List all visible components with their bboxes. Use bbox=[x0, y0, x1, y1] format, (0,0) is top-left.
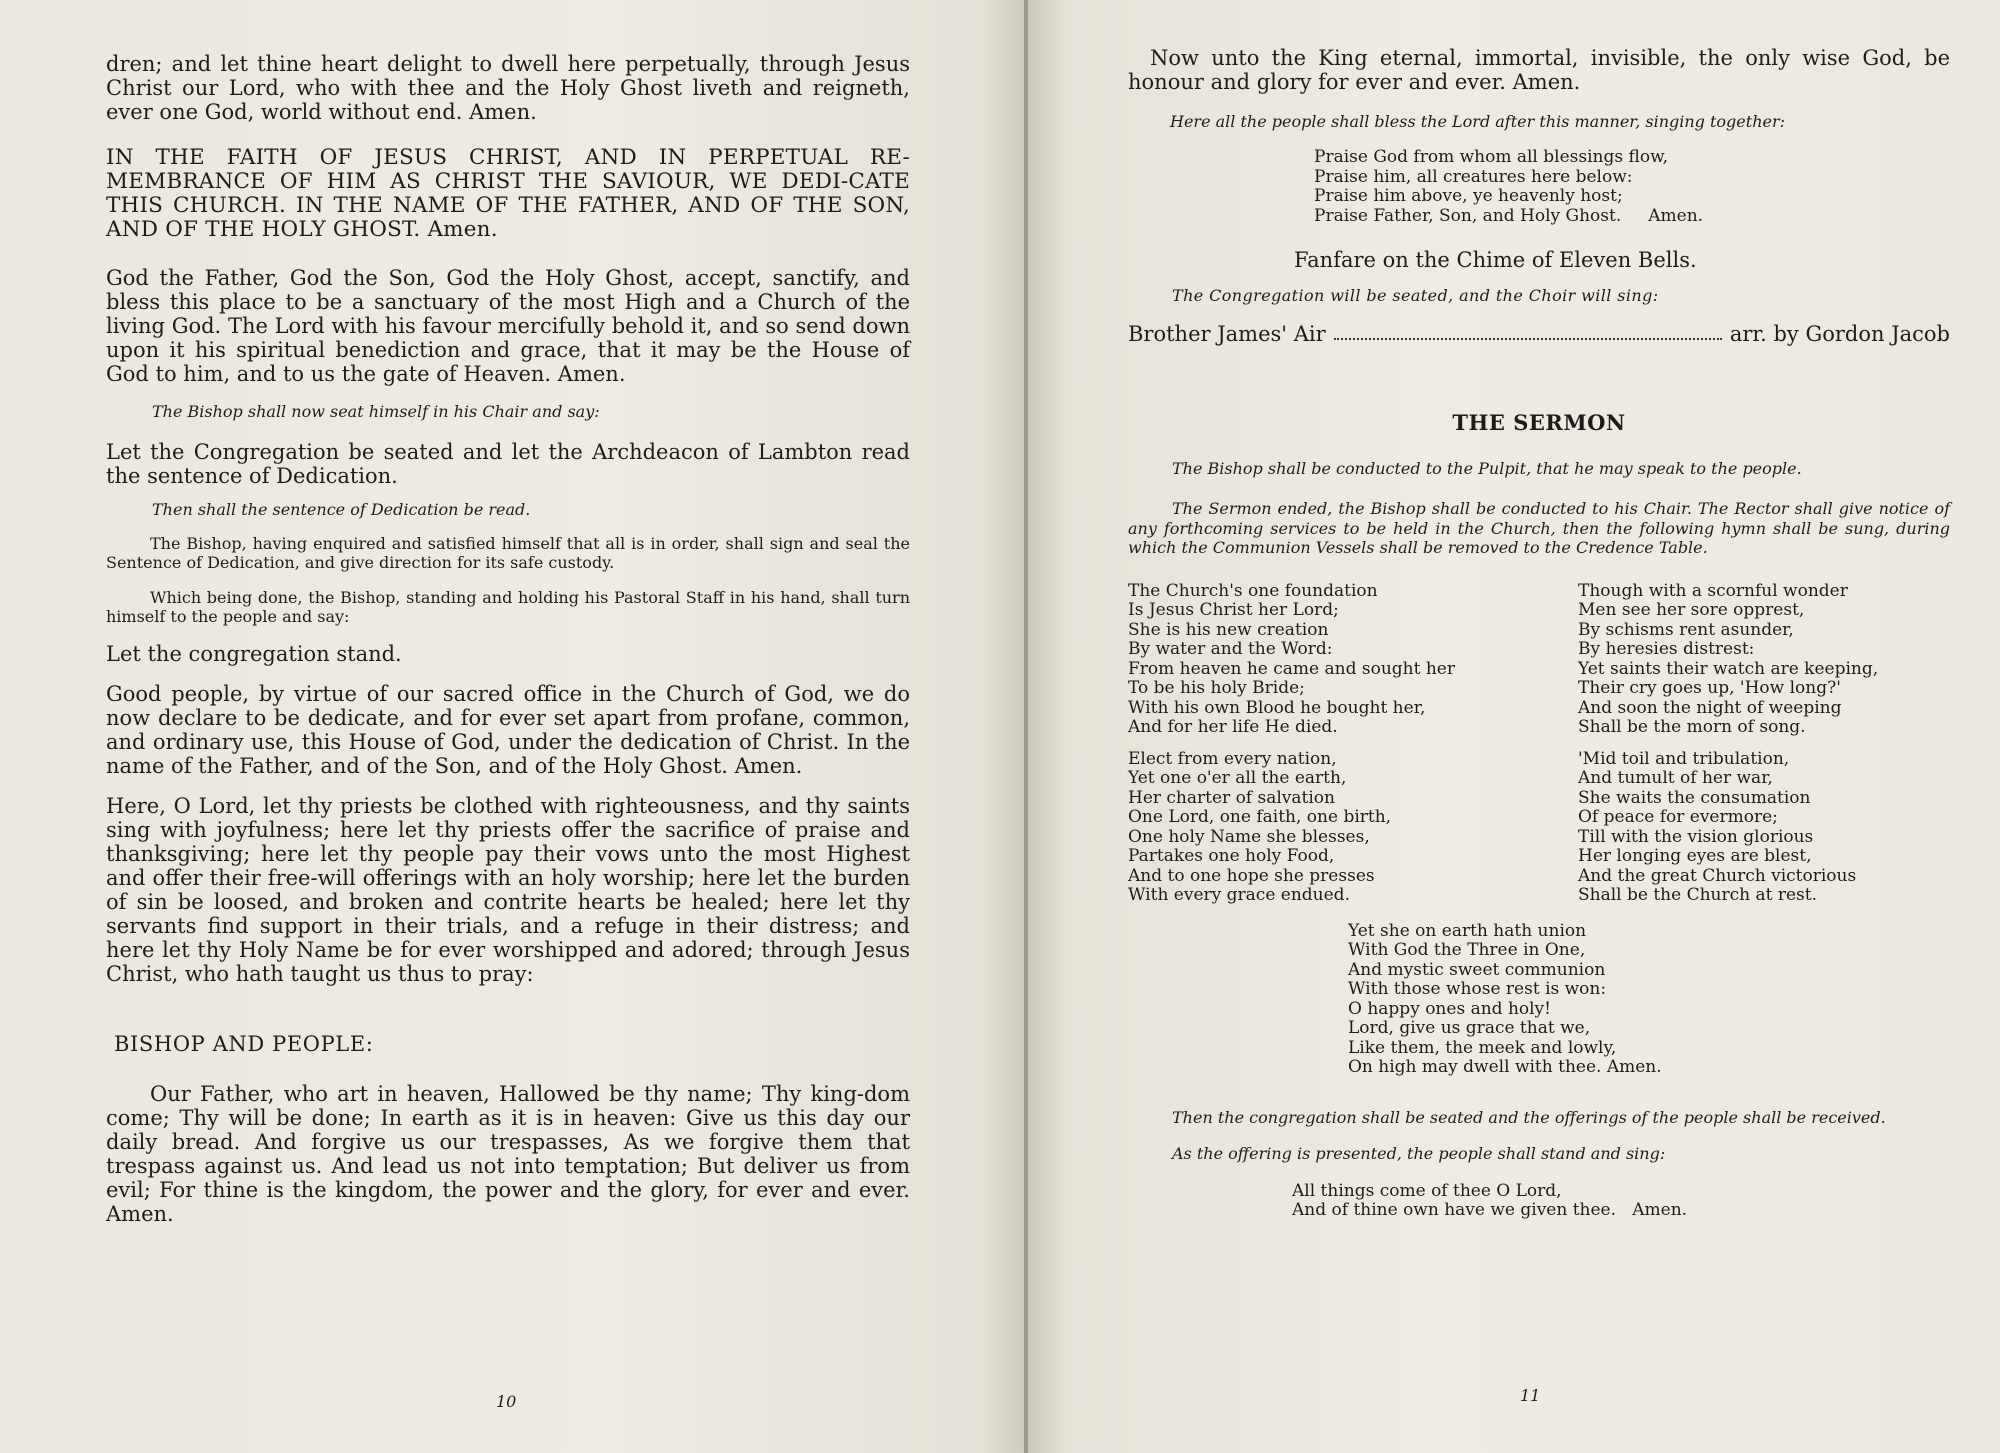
hymn-verse-3: Though with a scornful wonder Men see her sore opprest, By schisms rent asunder, By heresies distrest: Yet saints their watch are keeping, Their cry goes up, 'How long?' And soon the night of weeping Shall be the morn of song. bbox=[1578, 580, 1879, 737]
hymn-verse-1: The Church's one foundation Is Jesus Christ her Lord; She is his new creation By water and the Word: From heaven he came and sought her To be his holy Bride; With his own Blood he bought her, And for her life He died. bbox=[1128, 580, 1455, 737]
page-number-left: 10 bbox=[496, 1392, 517, 1411]
blessing-paragraph: God the Father, God the Son, God the Holy Ghost, accept, sanctify, and bless this place to be a sanctuary of the most High and a Church of the living God. The Lord with his favour mercifully behold it, and so send down upon it his spiritual benediction and grace, that it may be the House of God to him, and to us the gate of Heaven. Amen. bbox=[106, 266, 910, 386]
sermon-heading: THE SERMON bbox=[1452, 410, 1626, 435]
rubric-sign-and-seal: The Bishop, having enquired and satisfied himself that all is in order, shall sign and seal the Sentence of Dedication, and give direction for its safe custody. bbox=[106, 534, 910, 572]
hymn-verse-2: Elect from every nation, Yet one o'er all the earth, Her charter of salvation One Lord, one faith, one birth, One holy Name she blesses, Partakes one holy Food, And to one hope she presses With every grace endued. bbox=[1128, 748, 1392, 905]
page-number-right: 11 bbox=[1520, 1386, 1541, 1405]
right-page-text-column bbox=[1128, 46, 1950, 1221]
offertory-sentence: All things come of thee O Lord, And of thine own have we given thee. Amen. bbox=[1292, 1180, 1688, 1220]
rubric-offerings: Then the congregation shall be seated and the offerings of the people shall be received. bbox=[1172, 1107, 1886, 1127]
bishop-and-people-heading: BISHOP AND PEOPLE: bbox=[114, 1032, 374, 1056]
rubric-sentence-read: Then shall the sentence of Dedication be read. bbox=[152, 500, 531, 519]
dot-leader bbox=[1334, 338, 1722, 340]
rubric-sermon-ended: The Sermon ended, the Bishop shall be conducted to his Chair. The Rector shall give notice of any forthcoming services to be held in the Church, then the following hymn shall be sung, during which the Communion Vessels shall be removed to the Credence Table. bbox=[1128, 499, 1950, 557]
archdeacon-instruction: Let the Congregation be seated and let the Archdeacon of Lambton read the sentence of Dedication. bbox=[106, 440, 910, 488]
doxology-verse: Praise God from whom all blessings flow, Praise him, all creatures here below: Praise him above, ye heavenly host; Praise Father, Son, and Holy Ghost. Amen. bbox=[1314, 147, 1704, 226]
hymn-columns bbox=[1128, 582, 1950, 906]
right-page bbox=[1028, 0, 2000, 1453]
anthem-arranger: arr. by Gordon Jacob bbox=[1729, 322, 1950, 346]
rubric-pulpit: The Bishop shall be conducted to the Pulpit, that he may speak to the people. bbox=[1172, 459, 1802, 478]
priests-prayer-paragraph: Here, O Lord, let thy priests be clothed with righteousness, and thy saints sing with joyfulness; here let thy priests offer the sacrifice of praise and thanksgiving; here let thy people pay their vows unto the most Highest and offer their free-will offerings with an holy worship; here let the burden of sin be loosed, and broken and contrite hearts be healed; here let thy servants find support in their trials, and a refuge in their distress; and here let thy Holy Name be for ever worshipped and adored; through Jesus Christ, who hath taught us thus to pray: bbox=[106, 794, 910, 986]
rubric-bishop-seat: The Bishop shall now seat himself in his Chair and say: bbox=[152, 402, 600, 421]
rubric-pastoral-staff: Which being done, the Bishop, standing and holding his Pastoral Staff in his hand, shall turn himself to the people and say: bbox=[106, 588, 910, 626]
congregation-stand: Let the congregation stand. bbox=[106, 642, 402, 666]
hymn-left-column bbox=[1128, 582, 1455, 906]
rubric-choir-sing: The Congregation will be seated, and the Choir will sing: bbox=[1172, 286, 1659, 305]
declaration-paragraph: Good people, by virtue of our sacred office in the Church of God, we do now declare to be dedicate, and for ever set apart from profane, common, and ordinary use, this House of God, under the dedication of Christ. In the name of the Father, and of the Son, and of the Holy Ghost. Amen. bbox=[106, 682, 910, 778]
rubric-bless-the-lord: Here all the people shall bless the Lord after this manner, singing together: bbox=[1170, 112, 1785, 131]
anthem-title: Brother James' Air bbox=[1128, 322, 1326, 346]
dedication-declaration: IN THE FAITH OF JESUS CHRIST, AND IN PERPETUAL RE-MEMBRANCE OF HIM AS CHRIST THE SAVIOUR, WE DEDI-CATE THIS CHURCH. IN THE NAME OF THE FATHER, AND OF THE SON, AND OF THE HOLY GHOST. Amen. bbox=[106, 145, 910, 242]
hymn-verse-4: 'Mid toil and tribulation, And tumult of her war, She waits the consumation Of peace for evermore; Till with the vision glorious Her longing eyes are blest, And the great Church victorious Shall be the Church at rest. bbox=[1578, 748, 1857, 905]
hymn-verse-5: Yet she on earth hath union With God the Three in One, And mystic sweet communion With those whose rest is won: O happy ones and holy! Lord, give us grace that we, Like them, the meek and lowly, On high may dwell with thee. Amen. bbox=[1348, 920, 1662, 1077]
left-page-text-column bbox=[106, 52, 910, 1226]
rubric-offering-presented: As the offering is presented, the people shall stand and sing: bbox=[1172, 1143, 1666, 1163]
hymn-right-column bbox=[1578, 582, 1950, 906]
closing-prayer-paragraph: dren; and let thine heart delight to dwell here perpetually, through Jesus Christ our Lord, who with thee and the Holy Ghost liveth and reigneth, ever one God, world without end. Amen. bbox=[106, 52, 910, 124]
lords-prayer: Our Father, who art in heaven, Hallowed be thy name; Thy king-dom come; Thy will be done; In earth as it is in heaven: Give us this day our daily bread. And forgive us our trespasses, As we forgive them that trespass against us. And lead us not into temptation; But deliver us from evil; For thine is the kingdom, the power and the glory, for ever and ever. Amen. bbox=[106, 1082, 910, 1226]
doxology-intro: Now unto the King eternal, immortal, invisible, the only wise God, be honour and glory for ever and ever. Amen. bbox=[1128, 46, 1950, 94]
anthem-row bbox=[1128, 322, 1950, 346]
fanfare-line: Fanfare on the Chime of Eleven Bells. bbox=[1294, 248, 1697, 272]
